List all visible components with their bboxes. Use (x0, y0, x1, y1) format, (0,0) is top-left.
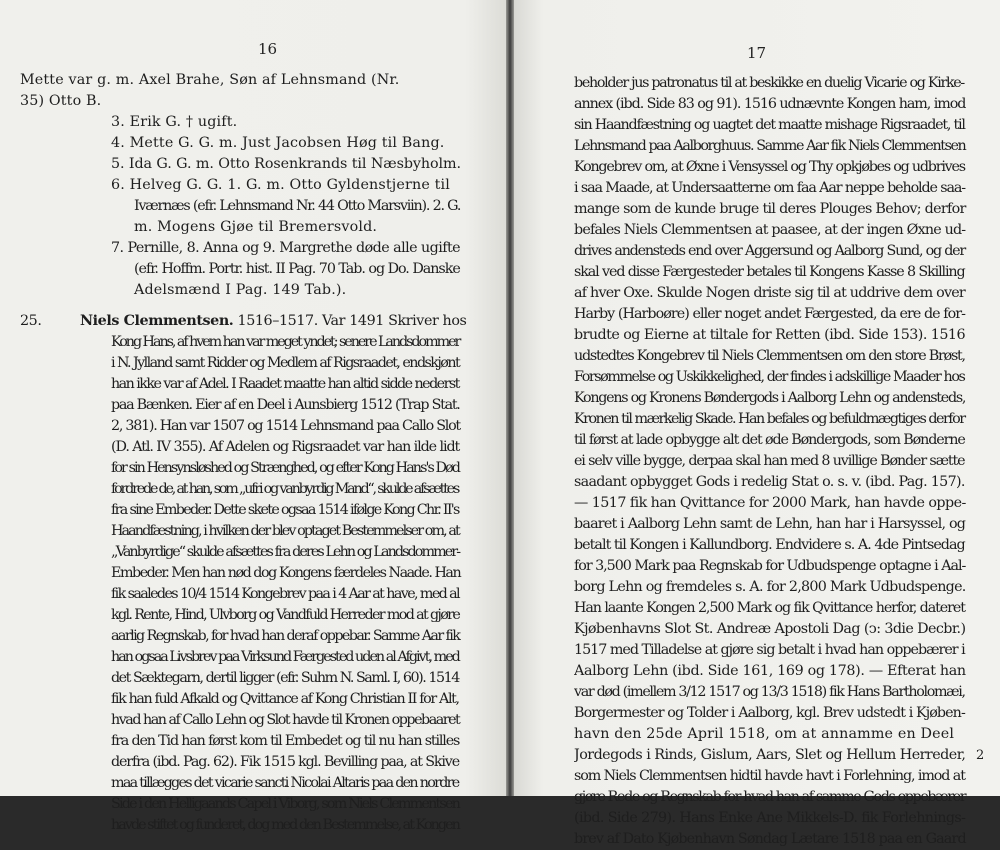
text-line: 6. Helveg G. G. 1. G. m. Otto Gyldenstjerne til (111, 177, 450, 193)
text-line: Side i den Helligaands Capel i Viborg, som Niels Clemmentsen (111, 796, 459, 812)
text-line: Adelsmænd I Pag. 149 Tab.). (134, 282, 347, 298)
text-line: Kongebrev om, at Øxne i Vensyssel og Thy opkjøbes og udbrives (574, 159, 965, 175)
text-line: for 3,500 Mark paa Regnskab for Udbudspenge optagne i Aal- (574, 558, 966, 574)
text-line: til først at lade opbygge alt det øde Bøndergods, som Bønderne (574, 432, 965, 448)
text-line: af hver Oxe. Skulde Nogen driste sig til at uddrive dem over (574, 285, 965, 301)
section-heading: Niels Clemmentsen. (80, 313, 234, 329)
right-page-text (574, 73, 974, 850)
text-line: 5. Ida G. G. m. Otto Rosenkrands til Næsbyholm. (111, 156, 461, 172)
text-line: Borgermester og Tolder i Aalborg, kgl. Brev udstedt i Kjøben- (574, 705, 965, 721)
book-gutter (506, 0, 514, 796)
text-line: betalt til Kongen i Kallundborg. Endvidere s. A. 4de Pintsedag (574, 537, 965, 553)
text-line: i N. Jylland samt Ridder og Medlem af Rigsraadet, endskjønt (111, 355, 460, 371)
text-line: fik saaledes 10/4 1514 Kongebrev paa i 4 Aar at have, med al (111, 586, 459, 602)
text-line: baaret i Aalborg Lehn samt de Lehn, han har i Harsyssel, og (574, 516, 966, 532)
text-line: Mette var g. m. Axel Brahe, Søn af Lehnsmand (Nr. (20, 72, 400, 88)
text-line: 35) Otto B. (20, 93, 102, 109)
text-line: beholder jus patronatus til at beskikke en duelig Vicarie og Kirke- (574, 75, 964, 91)
text-line: paa Bænken. Eier af en Deel i Aunsbierg 1512 (Trap Stat. (111, 397, 460, 413)
text-line: 3. Erik G. † ugift. (111, 114, 238, 130)
text-line: Kong Hans, af hvem han var meget yndet; senere Landsdommer (111, 334, 460, 350)
text-line: sin Haandfæstning og uagtet det maatte mishage Rigsraadet, til (574, 117, 965, 133)
text-line: Lehnsmand paa Aalborghuus. Samme Aar fik Niels Clemmentsen (574, 138, 966, 154)
text-line: han ikke var af Adel. I Raadet maatte han altid sidde nederst (111, 376, 459, 392)
text-line: Embeder. Men han nød dog Kongens færdeles Naade. Han (111, 565, 461, 581)
section-first-line (20, 311, 468, 332)
text-line: derfra (ibd. Pag. 62). Fik 1515 kgl. Bevilling paa, at Skive (111, 754, 459, 770)
text-line: (D. Atl. IV 355). Af Adelen og Rigsraadet var han ilde lidt (111, 439, 460, 455)
left-page-text (20, 70, 468, 836)
text-line: brev af Dato Kjøbenhavn Søndag Lætare 1518 paa en Gaard (574, 831, 966, 847)
text-line: det Sæktegarn, dertil ligger (efr. Suhm N. Saml. I, 60). 1514 (111, 670, 459, 686)
text-line: fra sine Embeder. Dette skete ogsaa 1514 ifølge Kong Chr. II's (111, 502, 459, 518)
left-page (0, 0, 506, 833)
text-line: hvad han af Callo Lehn og Slot havde til Kronen oppebaaret (111, 712, 460, 728)
text-line: Haandfæstning, i hvilken der blev optaget Bestemmelser om, at (111, 523, 459, 539)
text-line: m. Mogens Gjøe til Bremersvold. (134, 219, 378, 235)
text-line: havde stiftet og funderet, dog med den Bestemmelse, at Kongen (111, 817, 459, 833)
text-line: Iværnæs (efr. Lehnsmand Nr. 44 Otto Marsviin). 2. G. (134, 198, 461, 214)
text-line: brudte og Eierne at tiltale for Retten (ibd. Side 153). 1516 (574, 327, 965, 343)
text-line: havn den 25de April 1518, om at annamme en Deel (574, 726, 955, 742)
text-line: — 1517 fik han Qvittance for 2000 Mark, han havde oppe- (574, 495, 966, 511)
text-line: kgl. Rente, Hind, Ulvborg og Vandfuld Herreder mod at gjøre (111, 607, 460, 623)
text-line: for sin Hensynsløshed og Strænghed, og efter Kong Hans's Død (111, 460, 459, 476)
right-page-number: 17 (747, 44, 767, 62)
text-line: fordrede de, at han, som „ufri og vanbyrdig Mand“, skulde afsættes (111, 481, 459, 497)
section-number: 25. (20, 313, 42, 329)
text-line: befales Niels Clemmentsen at paasee, at der ingen Øxne ud- (574, 222, 966, 238)
text-line: „Vanbyrdige“ skulde afsættes fra deres Lehn og Landsdommer- (111, 544, 460, 560)
text-line: annex (ibd. Side 83 og 91). 1516 udnævnte Kongen ham, imod (574, 96, 966, 112)
text-line: i saa Maade, at Undersaatterne om faa Aar neppe beholde saa- (574, 180, 965, 196)
text-line: Harby (Harboøre) eller noget andet Færgested, da ere de for- (574, 306, 965, 322)
right-page (514, 0, 1000, 847)
signature-mark: 2 (976, 748, 985, 763)
text-line: Forsømmelse og Uskikkelighed, der findes i adskillige Maader hos (574, 369, 965, 385)
text-line: 7. Pernille, 8. Anna og 9. Margrethe døde alle ugifte (111, 240, 461, 256)
text-line: gjøre Rede og Regnskab for hvad han af samme Gods oppebærer (574, 789, 966, 805)
text-line: Aalborg Lehn (ibd. Side 161, 169 og 178). — Efterat han (574, 663, 966, 679)
left-page-number: 16 (258, 40, 278, 58)
text-line: Jordegods i Rinds, Gislum, Aars, Slet og Hellum Herreder, (574, 747, 966, 763)
text-line: saadant opbygget Gods i redelig Stat o. s. v. (ibd. Pag. 157). (574, 474, 965, 490)
text-line: borg Lehn og fremdeles s. A. for 2,800 Mark Udbudspenge. (574, 579, 966, 595)
text-line: mange som de kunde bruge til deres Plouges Behov; derfor (574, 201, 966, 217)
text-line: Kongens og Kronens Bøndergods i Aalborg Lehn og andensteds, (574, 390, 966, 406)
text-line: fra den Tid han først kom til Embedet og til nu han stilles (111, 733, 460, 749)
text-line: fik han fuld Afkald og Qvittance af Kong Christian II for Alt, (111, 691, 459, 707)
text-line: udstedtes Kongebrev til Niels Clemmentsen om den store Brøst, (574, 348, 965, 364)
text-line: aarlig Regnskab, for hvad han deraf oppebar. Samme Aar fik (111, 628, 460, 644)
text-line: 2, 381). Han var 1507 og 1514 Lehnsmand paa Callo Slot (111, 418, 460, 434)
text-line: drives andensteds end over Aggersund og Aalborg Sund, og der (574, 243, 965, 259)
text-line: 1517 med Tilladelse at gjøre sig betalt i hvad han oppebærer i (574, 642, 965, 658)
text-line: ei selv ville bygge, derpaa skal han med 8 uvillige Bønder sætte (574, 453, 965, 469)
text-line: han ogsaa Livsbrev paa Virksund Færgested uden al Afgivt, med (111, 649, 459, 665)
text-line: Kjøbenhavns Slot St. Andreæ Apostoli Dag (ↄ: 3die Decbr.) (574, 621, 966, 637)
text-line: som Niels Clemmentsen hidtil havde havt i Forlehning, imod at (574, 768, 965, 784)
text-line: Han laante Kongen 2,500 Mark og fik Qvittance herfor, dateret (574, 600, 965, 616)
text-line: (efr. Hoffm. Portr. hist. II Pag. 70 Tab. og Do. Danske (134, 261, 460, 277)
text-line: skal ved disse Færgesteder betales til Kongens Kasse 8 Skilling (574, 264, 965, 280)
text-line: var død (imellem 3/12 1517 og 13/3 1518) fik Hans Bartholomæi, (574, 684, 965, 700)
text-line: 4. Mette G. G. m. Just Jacobsen Høg til Bang. (111, 135, 445, 151)
text-line: (ibd. Side 279). Hans Enke Ane Mikkels-D. fik Forlehnings- (574, 810, 966, 826)
text-line: maa tillægges det vicarie sancti Nicolai Altaris paa den nordre (111, 775, 459, 791)
text-line: Kronen til mærkelig Skade. Han befales og befuldmægtiges derfor (574, 411, 965, 427)
section-first-line-text: 1516–1517. Var 1491 Skriver hos (237, 313, 467, 329)
